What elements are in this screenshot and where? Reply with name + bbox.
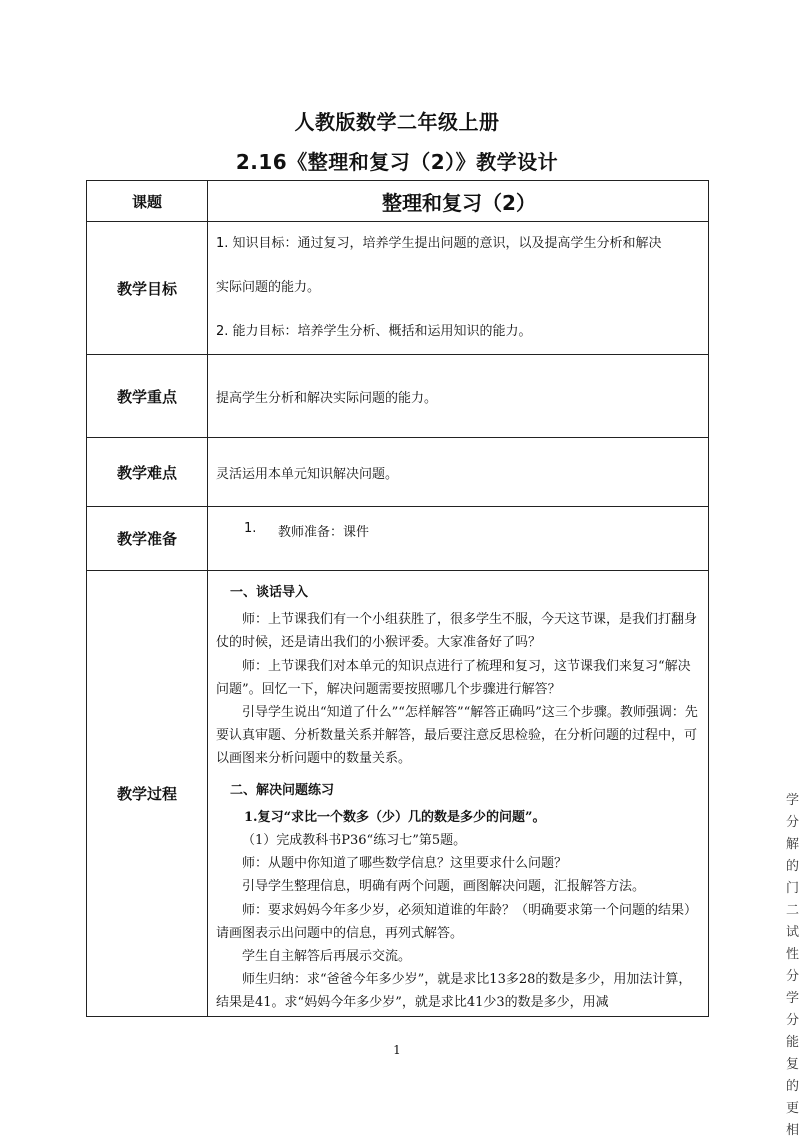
lesson-plan-table: [86, 180, 709, 1017]
goal-line: 2. 能力目标：培养学生分析、概括和运用知识的能力。: [216, 324, 532, 339]
topic-value: 整理和复习（2）: [208, 181, 709, 222]
margin-overflow-text: 学分解的门二试性分学分能复的更相: [786, 793, 800, 1138]
paragraph: 师生归纳：求“爸爸今年多少岁”，就是求比13多28的数是多少，用加法计算，结果是41。求“妈妈今年多少岁”，就是求比41少3的数是多少，用减: [216, 972, 692, 1011]
topic-label: 课题: [87, 181, 208, 222]
goals-content: [208, 222, 709, 355]
paragraph: 师：要求妈妈今年多少岁，必须知道谁的年龄？（明确要求第一个问题的结果）请画图表示出问题中的信息，再列式解答。: [216, 902, 698, 941]
process-label: 教学过程: [87, 571, 208, 1017]
difficulty-value: 灵活运用本单元知识解决问题。: [208, 438, 709, 507]
goals-label: 教学目标: [87, 222, 208, 355]
document-subtitle: 2.16《整理和复习（2）》教学设计: [235, 150, 559, 174]
row-preparation: [87, 507, 709, 571]
page-number: 1: [393, 1043, 401, 1057]
preparation-content: [208, 507, 709, 571]
paragraph: 引导学生整理信息，明确有两个问题，画图解决问题，汇报解答方法。: [242, 879, 646, 895]
process-content: [208, 571, 709, 1017]
subsection-heading: 1.复习“求比一个数多（少）几的数是多少的问题”。: [244, 809, 546, 825]
row-key-points: [87, 355, 709, 438]
difficulty-label: 教学难点: [87, 438, 208, 507]
row-goals: [87, 222, 709, 355]
goal-line: 实际问题的能力。: [216, 280, 321, 295]
paragraph: 学生自主解答后再展示交流。: [242, 949, 412, 965]
preparation-value: 教师准备：课件: [278, 525, 370, 540]
goal-line: 1. 知识目标：通过复习，培养学生提出问题的意识，以及提高学生分析和解决: [216, 236, 662, 251]
paragraph: 师：从题中你知道了哪些数学信息？这里要求什么问题？: [242, 856, 568, 872]
paragraph: 师：上节课我们有一个小组获胜了，很多学生不服，今天这节课，是我们打翻身仗的时候，还是请出我们的小猴评委。大家准备好了吗？: [216, 612, 698, 651]
paragraph: 师：上节课我们对本单元的知识点进行了梳理和复习，这节课我们来复习“解决问题”。回忆一下，解决问题需要按照哪几个步骤进行解答？: [216, 658, 691, 697]
preparation-label: 教学准备: [87, 507, 208, 571]
key-points-value: 提高学生分析和解决实际问题的能力。: [208, 355, 709, 438]
row-process: [87, 571, 709, 1017]
key-points-label: 教学重点: [87, 355, 208, 438]
paragraph: 引导学生说出“知道了什么”“怎样解答”“解答正确吗”这三个步骤。教师强调：先要认真审题、分析数量关系并解答，最后要注意反思检验，在分析问题的过程中，可以画图来分析问题中的数量关系。: [216, 705, 698, 767]
preparation-number: 1.: [244, 521, 257, 536]
row-difficulty: [87, 438, 709, 507]
section-heading: 一、谈话导入: [230, 585, 309, 600]
row-topic: [87, 181, 709, 222]
section-heading: 二、解决问题练习: [230, 782, 335, 798]
document-title: 人教版数学二年级上册: [294, 110, 500, 134]
paragraph: （1）完成教科书P36“练习七”第5题。: [242, 833, 467, 849]
